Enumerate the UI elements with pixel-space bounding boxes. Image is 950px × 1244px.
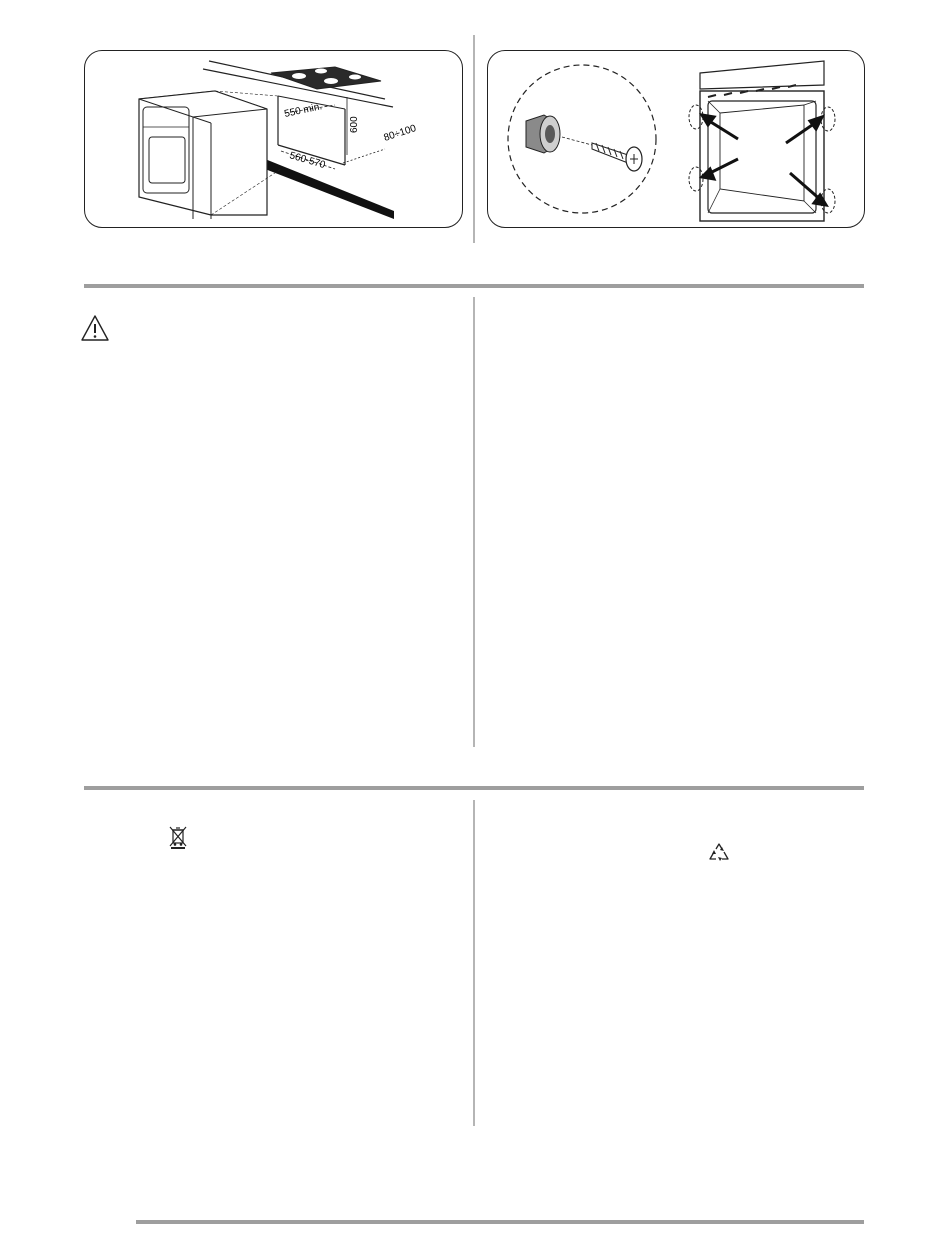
recycle-icon	[707, 842, 731, 864]
dimension-offset-label: 80÷100	[382, 123, 418, 144]
dimension-depth-label: 550 min.	[283, 101, 324, 120]
screw-icon	[562, 137, 642, 171]
safety-column-divider	[473, 297, 475, 747]
top-column-divider	[473, 35, 475, 243]
wall-plug-icon	[526, 115, 560, 153]
section-rule-environment	[84, 786, 864, 790]
environment-column-divider	[473, 800, 475, 1126]
installation-diagram-panel	[84, 50, 463, 228]
warning-triangle-icon	[80, 314, 110, 342]
dimension-height-label: 600	[349, 116, 360, 133]
section-rule-safety	[84, 284, 864, 288]
fixing-diagram	[488, 51, 865, 228]
installation-diagram	[85, 51, 463, 228]
fixing-diagram-panel	[487, 50, 865, 228]
crossed-out-bin-icon	[168, 825, 188, 849]
dimension-width-label: 560-570	[288, 150, 327, 172]
page-footer-rule	[136, 1220, 864, 1224]
